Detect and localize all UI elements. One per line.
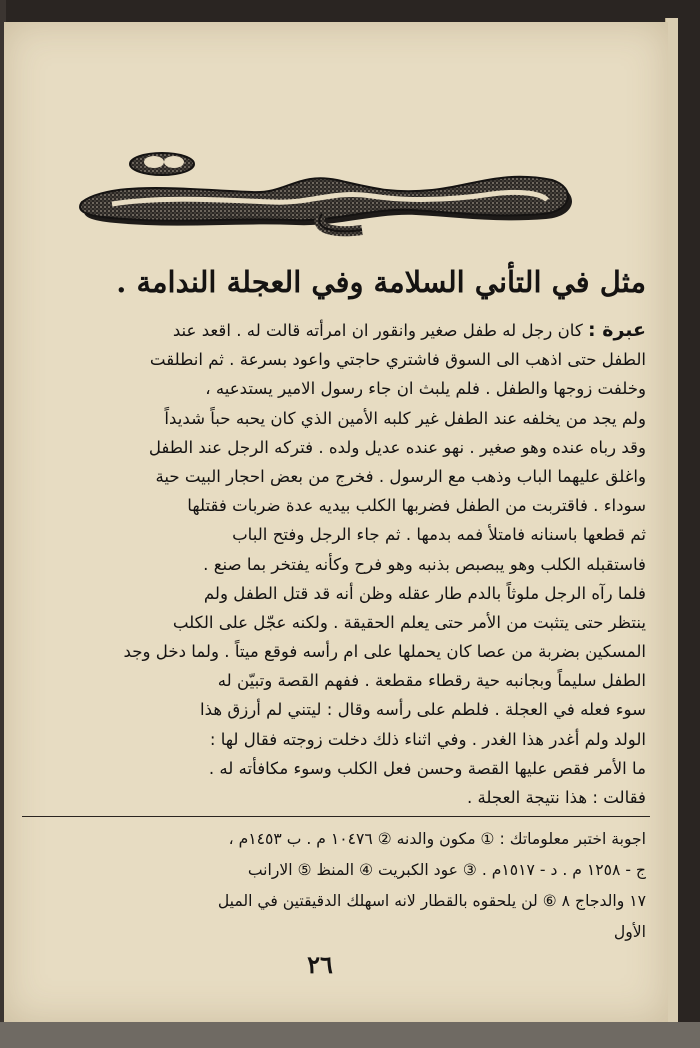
answers-line: ج - ١٢٥٨ م . د - ١٥١٧م . ③ عود الكبريت ④ المنظ ⑤ الارانب	[247, 861, 646, 879]
proverb-headline: مثل في التأني السلامة وفي العجلة الندامة .	[116, 265, 646, 299]
story-line: واغلق عليهما الباب وذهب مع الرسول . فخرج من بعض احجار البيت حية	[155, 466, 646, 486]
story-line: ينتظر حتى يتثبت من الأمر حتى يعلم الحقيقة . ولكنه عجّل على الكلب	[172, 612, 646, 632]
story-line: فلما رآه الرجل ملوثاً بالدم طار عقله وظن أنه قد قتل الطفل ولم	[203, 583, 646, 603]
story-line: الطفل حتى اذهب الى السوق فاشتري حاجتي واعود بسرعة . ثم انطلقت	[149, 350, 646, 370]
answers-line: اجوبة اختبر معلوماتك : ① مكون والدنه ② ١٠٤٧٦ م . ب ١٤٥٣م ،	[228, 830, 646, 848]
story-line: وقد رباه عنده وهو صغير . نهو عنده عديل ولده . فتركه الرجل عند الطفل	[148, 437, 646, 457]
story-line: ولم يجد من يخلفه عند الطفل غير كلبه الأمين الذي كان يحبه حباً شديداً	[164, 408, 646, 428]
scan-bottom-border	[0, 1022, 700, 1048]
story-title-logo-graphic	[72, 150, 577, 238]
story-line: وخلفت زوجها والطفل . فلم يلبث ان جاء رسول الامير يستدعيه ،	[205, 379, 646, 399]
story-line: فاستقبله الكلب وهو يبصبص بذنبه وهو فرح وكأنه يفتخر بما صنع .	[203, 554, 646, 574]
answers-line: الأول	[613, 923, 646, 941]
story-line: سوداء . فاقتربت من الطفل فضربها الكلب بيديه عدة ضربات فقتلها	[187, 496, 646, 516]
story-line: ما الأمر فقص عليها القصة وحسن فعل الكلب وسوء مكافأته له .	[208, 758, 646, 778]
quiz-answers	[34, 824, 646, 948]
story-lead-word: عبرة :	[588, 319, 646, 341]
story-line: عبرة : كان رجل له طفل صغير وانقور ان امرأته قالت له . اقعد عند	[172, 319, 646, 341]
story-line: الولد ولم أغدر هذا الغدر . وفي اثناء ذلك دخلت زوجته فقال لها :	[209, 729, 646, 749]
answers-line: ١٧ والدجاج ٨ ⑥ لن يلحقوه بالقطار لانه اسهلك الدقيقتين في الميل	[217, 892, 646, 910]
story-line: سوء فعله في العجلة . فلطم على رأسه وقال : ليتني لم أرزق هذا	[200, 700, 646, 720]
story-line: ثم قطعها باسنانه فامتلأ فمه بدمها . ثم جاء الرجل وفتح الباب	[232, 525, 646, 545]
story-line: المسكين بضربة من عصا كان يحملها على ام رأسه فوقع ميتاً . ولما دخل وجد	[123, 642, 646, 662]
story-text	[34, 316, 646, 812]
page-number: ٢٦	[307, 950, 333, 979]
story-title-logo	[72, 150, 577, 238]
story-line: فقالت : هذا نتيجة العجلة .	[466, 788, 646, 807]
section-divider	[22, 816, 650, 817]
story-line: الطفل سليماً وبجانبه حية رقطاء مقطعة . ففهم القصة وتبيّن له	[217, 671, 646, 691]
